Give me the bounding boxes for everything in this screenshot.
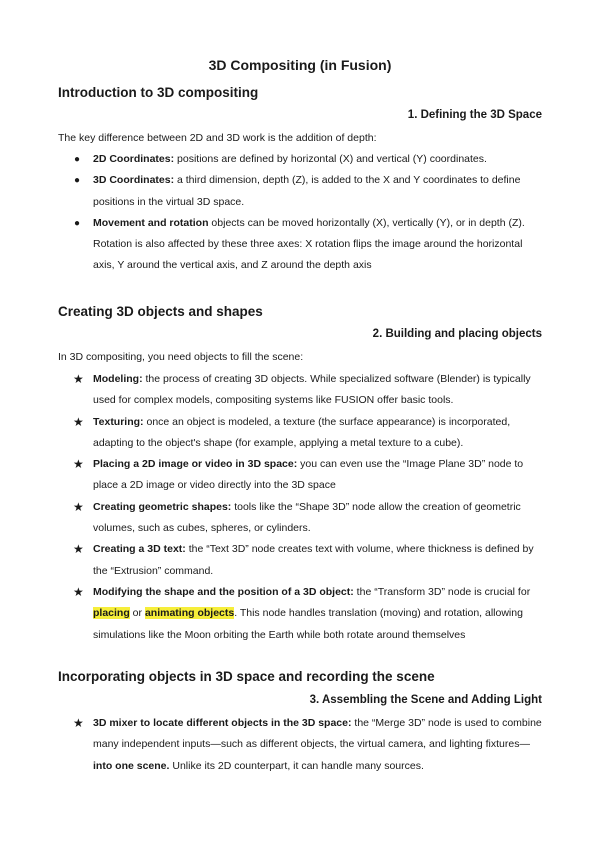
list-item	[0, 213, 600, 277]
list-item	[0, 713, 600, 777]
item-text: you can even use the “Image Plane 3D” node to place a 2D image or video directly into the 3D space	[93, 458, 524, 492]
item-text: Unlike its 2D counterpart, it can handle many sources.	[169, 759, 424, 772]
item-text: the “Text 3D” node creates text with volume, where thickness is defined by the “Extrusion” command.	[93, 543, 534, 577]
item-term: Placing a 2D image or video in 3D space:	[93, 458, 298, 471]
intro-paragraph-depth: The key difference between 2D and 3D work is the addition of depth:	[58, 132, 377, 144]
item-emphasis: into one scene.	[93, 759, 170, 772]
item-text: . This node handles translation (moving) and rotation, allowing simulations like the Moon orbiting the Earth while both rotate around themselves	[93, 607, 523, 641]
bullet-star-icon: ★	[73, 414, 84, 429]
section-heading-creating-objects: Creating 3D objects and shapes	[58, 304, 263, 319]
item-term: Texturing:	[93, 415, 144, 428]
bullet-star-icon: ★	[73, 584, 84, 599]
bullet-star-icon: ★	[73, 716, 84, 730]
item-text: positions are defined by horizontal (X) and vertical (Y) coordinates.	[174, 153, 487, 165]
bullet-star-icon: ★	[73, 499, 84, 514]
item-text: the process of creating 3D objects. While specialized software (Blender) is typically used for complex models, compositing systems like FUSION offer basic tools.	[93, 373, 531, 407]
intro-paragraph-objects: In 3D compositing, you need objects to fill the scene:	[58, 351, 304, 363]
item-term: Modifying the shape and the position of a 3D object:	[93, 585, 354, 598]
item-term: Movement and rotation	[93, 216, 209, 229]
highlight-placing: placing	[93, 607, 130, 620]
bullet-dot-icon: ●	[74, 175, 81, 187]
item-text: a third dimension, depth (Z), is added to the X and Y coordinates to define positions in the virtual 3D space.	[93, 174, 521, 208]
document-title: 3D Compositing (in Fusion)	[208, 57, 392, 73]
list-item	[0, 539, 600, 582]
item-text: the “Merge 3D” node is used to combine many independent inputs—such as different objects, the virtual camera, and lighting fixtures—	[93, 717, 542, 751]
list-item	[0, 149, 600, 170]
coordinates-list	[0, 149, 600, 277]
scene-list	[0, 713, 600, 777]
item-text: objects can be moved horizontally (X), vertically (Y), or in depth (Z). Rotation is also affected by these three axes: X rotation flips the image around the horizontal axis, Y around the vertical axis, and Z around the depth axis	[93, 216, 525, 272]
highlight-animating-objects: animating objects	[144, 607, 235, 620]
bullet-star-icon: ★	[73, 457, 84, 472]
item-text: tools like the “Shape 3D” node allow the creation of geometric volumes, such as cubes, spheres, or cylinders.	[93, 500, 521, 535]
list-item	[0, 170, 600, 213]
subheading-assembling-scene: 3. Assembling the Scene and Adding Light	[309, 694, 542, 706]
list-item	[0, 454, 600, 497]
item-term: 2D Coordinates:	[93, 153, 175, 165]
item-text: or	[129, 607, 145, 620]
item-text: the “Transform 3D” node is crucial for	[353, 585, 531, 598]
item-term: Modeling:	[93, 373, 143, 385]
item-term: Creating a 3D text:	[93, 543, 186, 556]
objects-list	[0, 369, 600, 646]
subheading-building-objects: 2. Building and placing objects	[372, 328, 542, 340]
item-term: Creating geometric shapes:	[93, 500, 232, 513]
bullet-dot-icon: ●	[74, 217, 81, 229]
list-item	[0, 412, 600, 455]
list-item	[0, 582, 600, 646]
list-item	[0, 369, 600, 412]
bullet-star-icon: ★	[73, 542, 84, 557]
bullet-dot-icon: ●	[74, 154, 81, 165]
list-item	[0, 497, 600, 540]
item-term: 3D Coordinates:	[93, 174, 175, 187]
item-text: once an object is modeled, a texture (the surface appearance) is incorporated, adapting to the object's shape (for example, applying a metal texture to a cube).	[93, 415, 511, 449]
item-term: 3D mixer to locate different objects in the 3D space:	[93, 717, 352, 729]
bullet-star-icon: ★	[73, 372, 84, 386]
section-heading-introduction: Introduction to 3D compositing	[58, 85, 259, 100]
subheading-defining-3d-space: 1. Defining the 3D Space	[407, 109, 542, 121]
section-heading-incorporating: Incorporating objects in 3D space and recording the scene	[58, 669, 435, 684]
